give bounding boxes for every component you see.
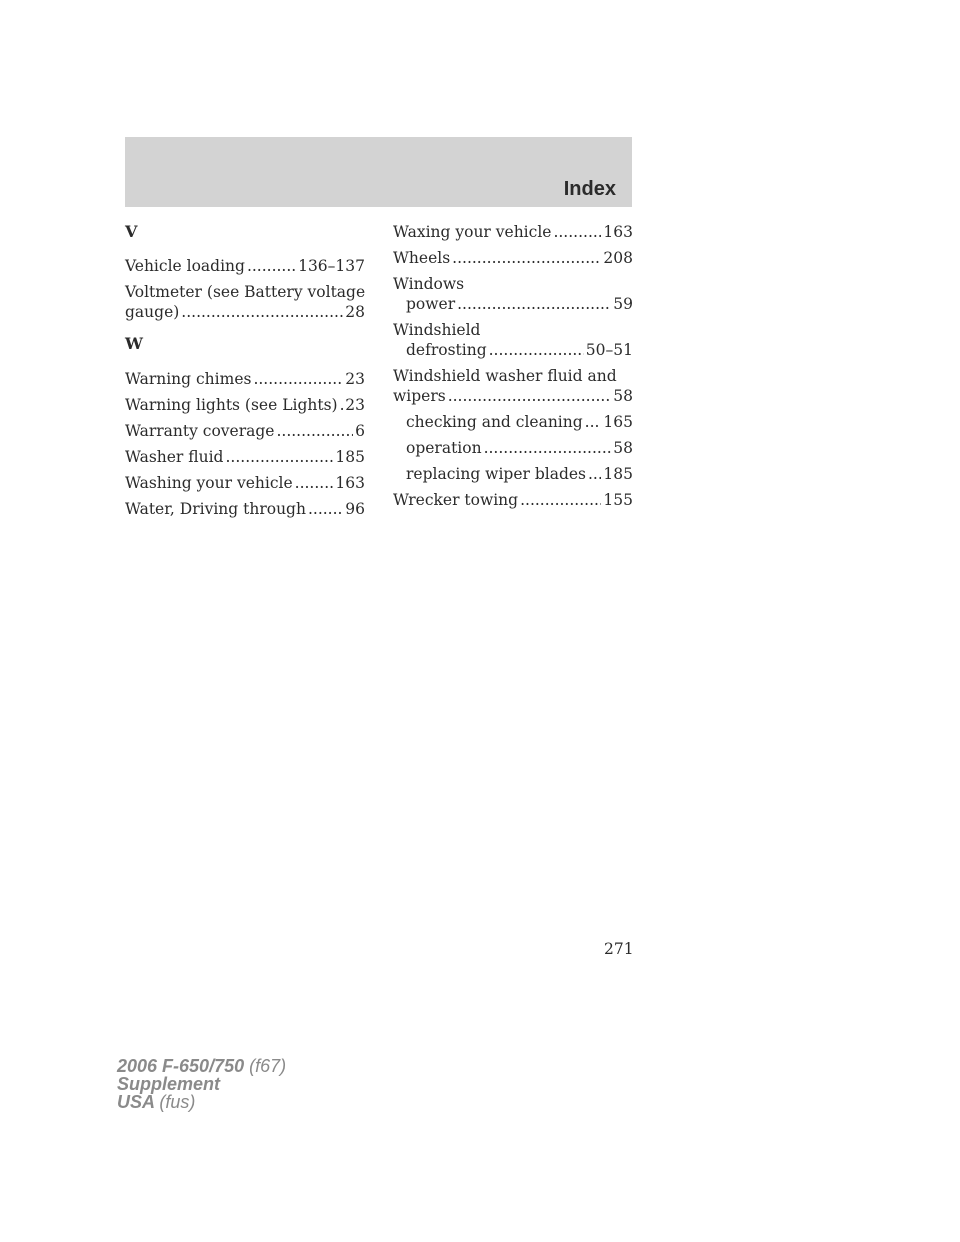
page-number: 271: [604, 940, 634, 958]
index-entry: [393, 490, 633, 510]
entry-text: Vehicle loading: [125, 257, 245, 275]
dot-leader: [253, 369, 343, 389]
entry-text: Warning lights (see Lights): [125, 396, 338, 414]
dot-leader: [484, 438, 612, 458]
entry-page: 163: [603, 223, 633, 241]
entry-text: Washing your vehicle: [125, 474, 293, 492]
footer-line-type: Supplement: [117, 1074, 221, 1094]
index-letter-w: W: [125, 334, 143, 353]
index-entry: [393, 274, 633, 314]
entry-page: 185: [603, 465, 633, 483]
entry-text: defrosting: [406, 341, 487, 359]
dot-leader: [225, 447, 333, 467]
index-entry: [125, 282, 365, 322]
dot-leader: [457, 294, 611, 314]
index-entry: [125, 369, 365, 389]
sub-entry: [393, 294, 633, 314]
dot-leader: [553, 222, 601, 242]
entry-text: Wrecker towing: [393, 491, 519, 509]
entry-heading: Voltmeter (see Battery voltage: [125, 283, 366, 301]
dot-leader: [181, 302, 343, 322]
sub-entry: [393, 438, 633, 458]
entry-text: checking and cleaning: [406, 413, 583, 431]
entry-text: Waxing your vehicle: [393, 223, 552, 241]
entry-heading: Windshield washer fluid and: [393, 367, 617, 385]
dot-leader: [276, 421, 353, 441]
dot-leader: [452, 248, 601, 268]
entry-page: 28: [345, 303, 365, 321]
index-column-right: [393, 222, 633, 516]
dot-leader: [247, 256, 296, 276]
entry-text: gauge): [125, 303, 180, 321]
entry-heading: Windshield: [393, 321, 481, 339]
entry-page: 23: [345, 370, 365, 388]
entry-text: Water, Driving through: [125, 500, 306, 518]
entry-text: Warranty coverage: [125, 422, 275, 440]
index-entry: [393, 222, 633, 242]
entry-page: 155: [603, 491, 633, 509]
index-column-left: [125, 222, 365, 525]
index-letter-v: V: [125, 222, 138, 241]
entry-text: power: [406, 295, 456, 313]
index-entry: [125, 499, 365, 519]
entry-text: wipers: [393, 387, 446, 405]
entry-page: 58: [613, 439, 633, 457]
footer-line-model: 2006 F-650/750 (f67): [117, 1056, 287, 1076]
entry-page: 96: [345, 500, 365, 518]
dot-leader: [340, 395, 344, 415]
dot-leader: [489, 340, 584, 360]
dot-leader: [295, 473, 334, 493]
index-entry: [125, 395, 365, 415]
footer-document-id: [117, 1057, 286, 1111]
index-entry: [393, 248, 633, 268]
entry-page: 165: [603, 413, 633, 431]
index-entry: [393, 366, 633, 484]
entry-page: 136–137: [298, 257, 365, 275]
index-entry: [393, 320, 633, 360]
index-entry: [125, 447, 365, 467]
index-entry: [125, 256, 365, 276]
entry-text: Warning chimes: [125, 370, 252, 388]
sub-entry: [393, 412, 633, 432]
entry-page: 58: [613, 387, 633, 405]
sub-entry: [393, 340, 633, 360]
entry-text: operation: [406, 439, 482, 457]
entry-page: 6: [355, 422, 365, 440]
entry-text: Washer fluid: [125, 448, 224, 466]
index-entry: [125, 421, 365, 441]
header-band: [125, 137, 632, 207]
index-entry: [125, 473, 365, 493]
sub-entry: [393, 464, 633, 484]
entry-heading: Windows: [393, 275, 465, 293]
dot-leader: [520, 490, 601, 510]
dot-leader: [308, 499, 343, 519]
entry-page: 185: [335, 448, 365, 466]
section-title: Index: [563, 178, 616, 200]
entry-page: 23: [345, 396, 365, 414]
entry-text: Wheels: [393, 249, 451, 267]
footer-line-market: USA (fus): [117, 1092, 196, 1112]
entry-text: replacing wiper blades: [406, 465, 586, 483]
entry-page: 208: [603, 249, 633, 267]
entry-page: 163: [335, 474, 365, 492]
dot-leader: [448, 386, 612, 406]
dot-leader: [588, 464, 601, 484]
entry-page: 50–51: [585, 341, 633, 359]
dot-leader: [585, 412, 602, 432]
entry-page: 59: [613, 295, 633, 313]
